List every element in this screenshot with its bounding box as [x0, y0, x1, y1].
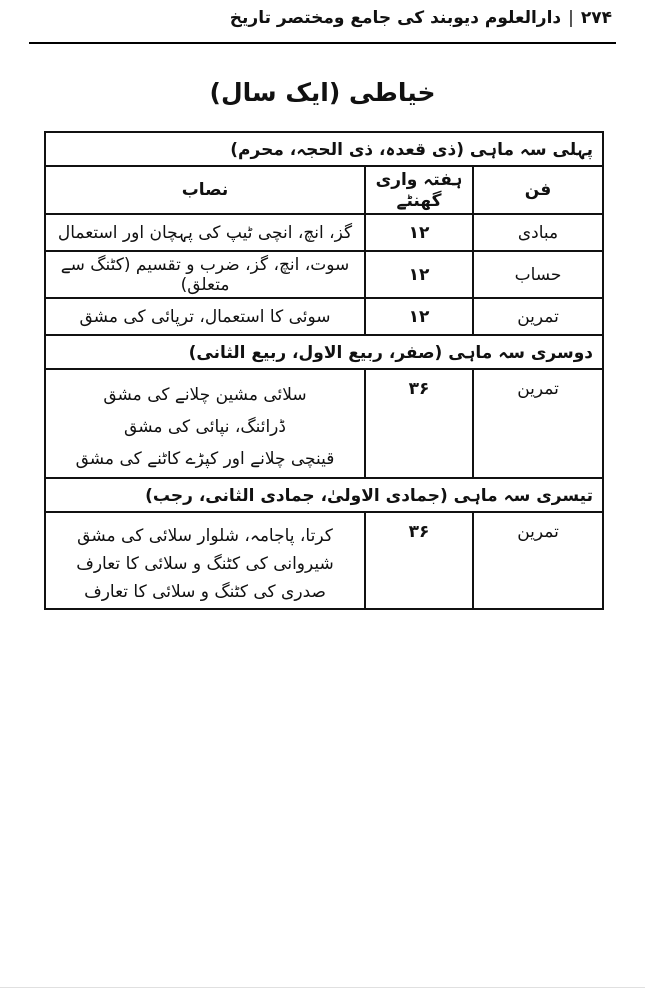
syllabus-cell	[45, 512, 365, 609]
syllabus-table	[44, 131, 604, 610]
syllabus-cell: گز، انچ، انچی ٹیپ کی پہچان اور استعمال	[45, 214, 365, 251]
table-row	[45, 251, 603, 298]
page-number: ۲۷۴	[580, 8, 612, 28]
hours-cell: ۳۶	[365, 512, 473, 609]
syllabus-cell: سوئی کا استعمال، ترپائی کی مشق	[45, 298, 365, 335]
subject-cell: تمرین	[473, 298, 603, 335]
section-heading-2: دوسری سہ ماہی (صفر، ربیع الاول، ربیع الثانی)	[45, 335, 603, 369]
running-header	[30, 8, 612, 28]
subject-cell: تمرین	[473, 369, 603, 478]
book-title: دارالعلوم دیوبند کی جامع ومختصر تاریخ	[229, 8, 562, 28]
section-heading-1: پہلی سہ ماہی (ذی قعدہ، ذی الحجہ، محرم)	[45, 132, 603, 166]
chapter-title: خیاطی (ایک سال)	[209, 78, 436, 107]
column-header-weekly-hours: ہفتہ واری گھنٹے	[365, 166, 473, 214]
syllabus-cell	[45, 369, 365, 478]
hours-cell: ۱۲	[365, 298, 473, 335]
syllabus-line: کرتا، پاجامہ، شلوار سلائی کی مشق	[77, 526, 333, 546]
header-separator: |	[568, 8, 574, 28]
syllabus-line: سلائی مشین چلانے کی مشق	[103, 385, 307, 405]
hours-cell: ۱۲	[365, 214, 473, 251]
page-bottom-edge	[0, 987, 645, 988]
section-heading-row-2	[45, 335, 603, 369]
hours-cell: ۱۲	[365, 251, 473, 298]
subject-cell: حساب	[473, 251, 603, 298]
syllabus-line: قینچی چلانے اور کپڑے کاٹنے کی مشق	[75, 449, 335, 469]
syllabus-line: ڈرائنگ، نپائی کی مشق	[124, 417, 286, 437]
column-header-row	[45, 166, 603, 214]
table-row	[45, 512, 603, 609]
syllabus-line: شیروانی کی کٹنگ و سلائی کا تعارف	[76, 554, 334, 574]
table-row	[45, 298, 603, 335]
section-heading-row-1	[45, 132, 603, 166]
column-header-syllabus: نصاب	[45, 166, 365, 214]
subject-cell: مبادی	[473, 214, 603, 251]
hours-cell: ۳۶	[365, 369, 473, 478]
section-heading-row-3	[45, 478, 603, 512]
syllabus-line: صدری کی کٹنگ و سلائی کا تعارف	[84, 582, 326, 602]
column-header-subject: فن	[473, 166, 603, 214]
section-heading-3: تیسری سہ ماہی (جمادی الاولیٰ، جمادی الثانی، رجب)	[45, 478, 603, 512]
subject-cell: تمرین	[473, 512, 603, 609]
syllabus-cell: سوت، انچ، گز، ضرب و تقسیم (کٹنگ سے متعلق)	[45, 251, 365, 298]
table-row	[45, 214, 603, 251]
table-row	[45, 369, 603, 478]
header-rule	[29, 42, 616, 44]
